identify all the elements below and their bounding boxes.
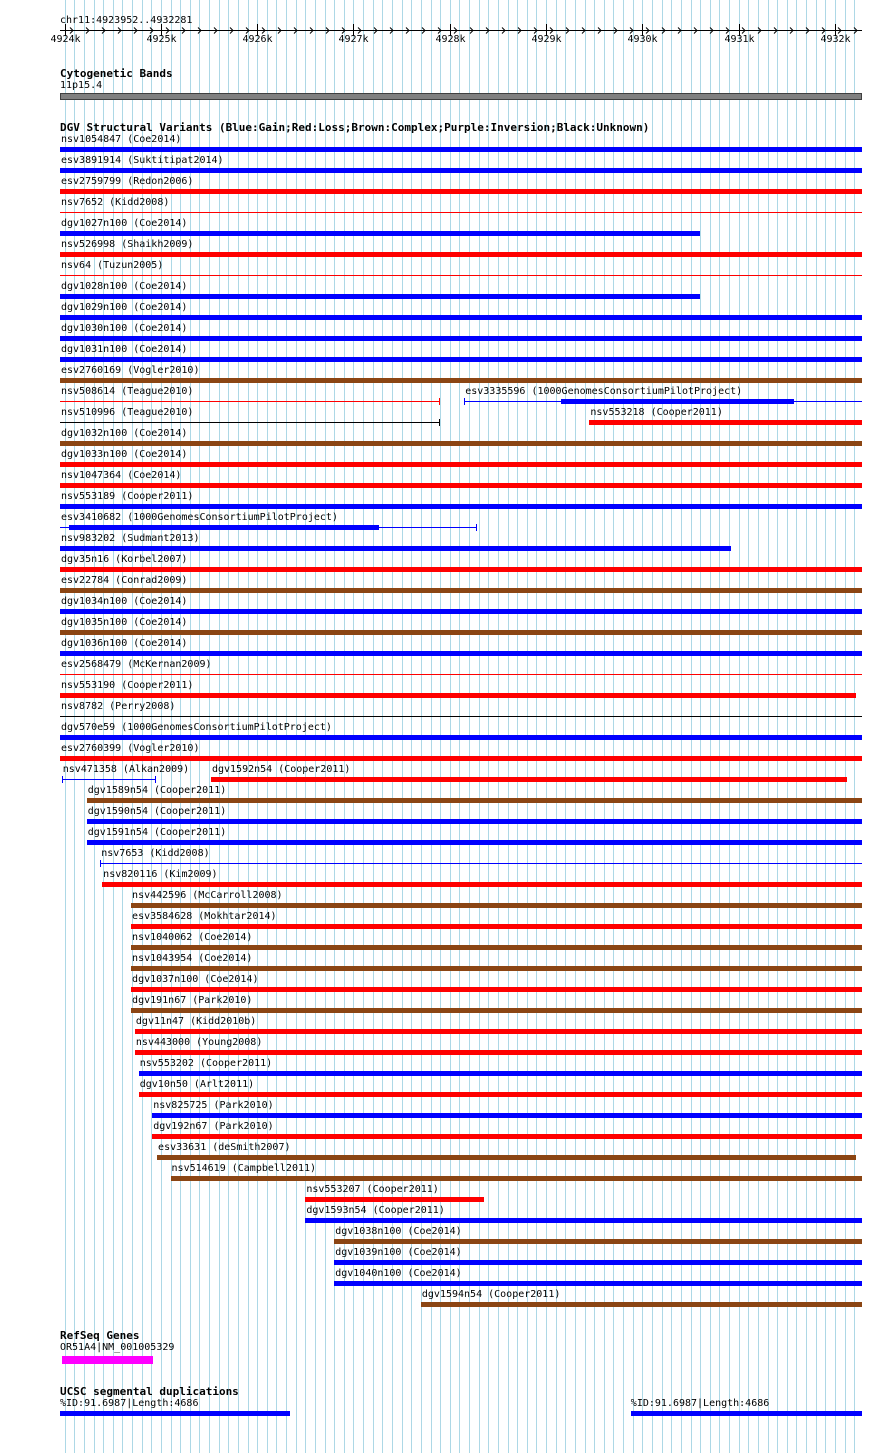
- feature-label[interactable]: nsv1040062 (Coe2014): [132, 932, 253, 943]
- ruler-tick-label: 4928k: [435, 34, 466, 45]
- ruler-tick-label: 4924k: [50, 34, 81, 45]
- feature-label[interactable]: %ID:91.6987|Length:4686: [630, 1398, 770, 1409]
- feature-label[interactable]: nsv514619 (Campbell2011): [171, 1163, 317, 1174]
- segdup-bar[interactable]: [60, 1411, 290, 1416]
- dgv-feature-bar[interactable]: [60, 315, 862, 320]
- feature-label[interactable]: dgv570e59 (1000GenomesConsortiumPilotProject): [61, 722, 332, 733]
- dgv-track-title: DGV Structural Variants (Blue:Gain;Red:Loss;Brown:Complex;Purple:Inversion;Black:Unknown): [60, 121, 650, 134]
- dgv-feature-bar[interactable]: [60, 483, 862, 488]
- ruler-tick-label: 4932k: [820, 34, 851, 45]
- feature-label[interactable]: nsv820116 (Kim2009): [103, 869, 218, 880]
- refseq-track-title: RefSeq Genes: [60, 1329, 140, 1342]
- dgv-feature-bar[interactable]: [139, 1092, 862, 1097]
- feature-label[interactable]: dgv10n50 (Arlt2011): [139, 1079, 255, 1090]
- dgv-feature-bar[interactable]: [60, 357, 862, 362]
- feature-label[interactable]: nsv1054847 (Coe2014): [61, 134, 182, 145]
- feature-label[interactable]: nsv510996 (Teague2010): [61, 407, 194, 418]
- cytoband-bar[interactable]: [60, 93, 862, 100]
- feature-label[interactable]: dgv1029n100 (Coe2014): [61, 302, 188, 313]
- feature-label[interactable]: dgv11n47 (Kidd2010b): [135, 1016, 257, 1027]
- dgv-feature-bar[interactable]: [60, 756, 862, 761]
- dgv-feature-bar[interactable]: [157, 1155, 856, 1160]
- feature-label[interactable]: nsv443000 (Young2008): [135, 1037, 263, 1048]
- dgv-feature-bar[interactable]: [60, 147, 862, 152]
- segdup-track-title: UCSC segmental duplications: [60, 1385, 239, 1398]
- feature-label[interactable]: nsv7652 (Kidd2008): [61, 197, 170, 208]
- feature-label[interactable]: nsv553189 (Cooper2011): [61, 491, 194, 502]
- feature-label[interactable]: nsv526998 (Shaikh2009): [61, 239, 194, 250]
- feature-label[interactable]: nsv442596 (McCarroll2008): [132, 890, 283, 901]
- feature-label[interactable]: dgv1027n100 (Coe2014): [61, 218, 188, 229]
- dgv-feature-bar[interactable]: [60, 630, 862, 635]
- feature-label[interactable]: nsv508614 (Teague2010): [61, 386, 194, 397]
- segdup-bar[interactable]: [631, 1411, 862, 1416]
- dgv-feature-bar[interactable]: [131, 1008, 862, 1013]
- feature-label[interactable]: nsv553207 (Cooper2011): [306, 1184, 439, 1195]
- feature-label[interactable]: esv3410682 (1000GenomesConsortiumPilotProject): [61, 512, 338, 523]
- feature-label[interactable]: dgv1037n100 (Coe2014): [132, 974, 259, 985]
- dgv-feature-bar[interactable]: [131, 945, 862, 950]
- feature-label[interactable]: nsv8782 (Perry2008): [61, 701, 176, 712]
- feature-label[interactable]: esv2760169 (Vogler2010): [61, 365, 200, 376]
- dgv-feature-bar[interactable]: [171, 1176, 862, 1181]
- dgv-feature-bar[interactable]: [60, 609, 862, 614]
- dgv-feature-bar[interactable]: [589, 420, 862, 425]
- feature-label[interactable]: dgv1032n100 (Coe2014): [61, 428, 188, 439]
- dgv-feature-line[interactable]: [60, 422, 440, 423]
- feature-label[interactable]: nsv1043954 (Coe2014): [132, 953, 253, 964]
- feature-label[interactable]: dgv1591n54 (Cooper2011): [87, 827, 227, 838]
- ruler-tick-label: 4926k: [242, 34, 273, 45]
- position-label: chr11:4923952..4932281: [60, 15, 193, 26]
- dgv-feature-line[interactable]: [62, 779, 156, 780]
- ruler-tick-label: 4929k: [531, 34, 562, 45]
- dgv-feature-bar[interactable]: [305, 1197, 484, 1202]
- feature-label[interactable]: dgv1028n100 (Coe2014): [61, 281, 188, 292]
- feature-end-cap: [439, 398, 440, 405]
- dgv-feature-bar[interactable]: [60, 441, 862, 446]
- feature-label[interactable]: nsv64 (Tuzun2005): [61, 260, 164, 271]
- feature-label[interactable]: dgv1035n100 (Coe2014): [61, 617, 188, 628]
- dgv-feature-bar[interactable]: [135, 1029, 862, 1034]
- dgv-feature-bar[interactable]: [87, 819, 862, 824]
- dgv-feature-bar[interactable]: [60, 378, 862, 383]
- dgv-feature-bar[interactable]: [334, 1281, 862, 1286]
- cytoband-label[interactable]: 11p15.4: [60, 80, 103, 91]
- feature-label[interactable]: nsv1047364 (Coe2014): [61, 470, 182, 481]
- feature-label[interactable]: nsv983202 (Sudmant2013): [61, 533, 200, 544]
- dgv-feature-bar[interactable]: [60, 651, 862, 656]
- feature-label[interactable]: %ID:91.6987|Length:4686: [60, 1398, 199, 1409]
- feature-label[interactable]: dgv1590n54 (Cooper2011): [87, 806, 227, 817]
- feature-label[interactable]: dgv1033n100 (Coe2014): [61, 449, 188, 460]
- feature-end-cap: [476, 524, 477, 531]
- dgv-feature-bar[interactable]: [87, 840, 862, 845]
- dgv-feature-bar[interactable]: [211, 777, 847, 782]
- feature-label[interactable]: nsv553218 (Cooper2011): [590, 407, 723, 418]
- dgv-feature-bar[interactable]: [60, 294, 700, 299]
- dgv-feature-bar[interactable]: [131, 903, 862, 908]
- dgv-feature-bar[interactable]: [60, 588, 862, 593]
- dgv-feature-bar[interactable]: [60, 693, 856, 698]
- feature-label[interactable]: dgv1038n100 (Coe2014): [335, 1226, 462, 1237]
- feature-label[interactable]: nsv7653 (Kidd2008): [101, 848, 210, 859]
- feature-label[interactable]: dgv1592n54 (Cooper2011): [211, 764, 351, 775]
- dgv-feature-line[interactable]: [60, 212, 862, 213]
- feature-end-cap: [62, 776, 63, 783]
- feature-label[interactable]: esv3891914 (Suktitipat2014): [61, 155, 224, 166]
- feature-label[interactable]: dgv1589n54 (Cooper2011): [87, 785, 227, 796]
- dgv-feature-bar[interactable]: [334, 1239, 862, 1244]
- dgv-feature-bar[interactable]: [131, 924, 862, 929]
- feature-label[interactable]: dgv1593n54 (Cooper2011): [306, 1205, 445, 1216]
- dgv-feature-bar[interactable]: [69, 525, 379, 530]
- dgv-feature-bar[interactable]: [60, 168, 862, 173]
- feature-label[interactable]: dgv191n67 (Park2010): [132, 995, 253, 1006]
- dgv-feature-bar[interactable]: [60, 252, 862, 257]
- dgv-feature-bar[interactable]: [152, 1113, 862, 1118]
- feature-end-cap: [439, 419, 440, 426]
- dgv-feature-bar[interactable]: [131, 966, 862, 971]
- dgv-feature-bar[interactable]: [561, 399, 794, 404]
- feature-label[interactable]: dgv1031n100 (Coe2014): [61, 344, 188, 355]
- feature-label[interactable]: dgv1036n100 (Coe2014): [61, 638, 188, 649]
- feature-end-cap: [100, 860, 101, 867]
- dgv-feature-bar[interactable]: [60, 189, 862, 194]
- feature-end-cap: [464, 398, 465, 405]
- feature-label[interactable]: dgv1030n100 (Coe2014): [61, 323, 188, 334]
- feature-label[interactable]: dgv1040n100 (Coe2014): [335, 1268, 462, 1279]
- dgv-feature-bar[interactable]: [87, 798, 862, 803]
- feature-label[interactable]: nsv471358 (Alkan2009): [62, 764, 190, 775]
- ruler-tick-label: 4927k: [338, 34, 369, 45]
- feature-label[interactable]: dgv1039n100 (Coe2014): [335, 1247, 462, 1258]
- feature-label[interactable]: dgv35n16 (Korbel2007): [61, 554, 188, 565]
- feature-label[interactable]: dgv1594n54 (Cooper2011): [421, 1289, 561, 1300]
- feature-label[interactable]: esv2760399 (Vogler2010): [61, 743, 200, 754]
- dgv-feature-bar[interactable]: [421, 1302, 862, 1307]
- ruler-tick-label: 4931k: [724, 34, 755, 45]
- ruler-tick-label: 4925k: [146, 34, 177, 45]
- refseq-gene-bar[interactable]: [62, 1356, 153, 1364]
- feature-label[interactable]: esv3335596 (1000GenomesConsortiumPilotProject): [465, 386, 743, 397]
- dgv-feature-bar[interactable]: [305, 1218, 862, 1223]
- feature-label[interactable]: esv2568479 (McKernan2009): [61, 659, 212, 670]
- dgv-feature-bar[interactable]: [152, 1134, 862, 1139]
- feature-label[interactable]: esv33631 (deSmith2007): [158, 1142, 291, 1153]
- dgv-feature-bar[interactable]: [60, 231, 700, 236]
- feature-label[interactable]: esv2759799 (Redon2006): [61, 176, 194, 187]
- feature-label[interactable]: dgv1034n100 (Coe2014): [61, 596, 188, 607]
- feature-label[interactable]: esv3584628 (Mokhtar2014): [132, 911, 277, 922]
- dgv-feature-bar[interactable]: [139, 1071, 862, 1076]
- ruler-tick-label: 4930k: [627, 34, 658, 45]
- feature-label[interactable]: OR51A4|NM_001005329: [60, 1342, 175, 1353]
- dgv-feature-bar[interactable]: [102, 882, 862, 887]
- cytoband-track-title: Cytogenetic Bands: [60, 67, 173, 80]
- dgv-feature-line[interactable]: [60, 275, 862, 276]
- feature-label[interactable]: nsv825725 (Park2010): [153, 1100, 274, 1111]
- dgv-feature-bar[interactable]: [60, 546, 731, 551]
- feature-end-cap: [155, 776, 156, 783]
- feature-label[interactable]: nsv553202 (Cooper2011): [139, 1058, 273, 1069]
- dgv-feature-bar[interactable]: [60, 504, 862, 509]
- dgv-feature-line[interactable]: [60, 674, 862, 675]
- dgv-feature-bar[interactable]: [60, 462, 862, 467]
- dgv-feature-bar[interactable]: [60, 735, 862, 740]
- feature-label[interactable]: nsv553190 (Cooper2011): [61, 680, 194, 691]
- dgv-feature-bar[interactable]: [135, 1050, 862, 1055]
- dgv-feature-bar[interactable]: [60, 567, 862, 572]
- dgv-feature-line[interactable]: [100, 863, 862, 864]
- dgv-feature-bar[interactable]: [60, 336, 862, 341]
- dgv-feature-line[interactable]: [60, 401, 440, 402]
- dgv-feature-bar[interactable]: [131, 987, 862, 992]
- dgv-feature-line[interactable]: [60, 716, 862, 717]
- feature-label[interactable]: esv22784 (Conrad2009): [61, 575, 188, 586]
- dgv-feature-bar[interactable]: [334, 1260, 862, 1265]
- feature-label[interactable]: dgv192n67 (Park2010): [153, 1121, 274, 1132]
